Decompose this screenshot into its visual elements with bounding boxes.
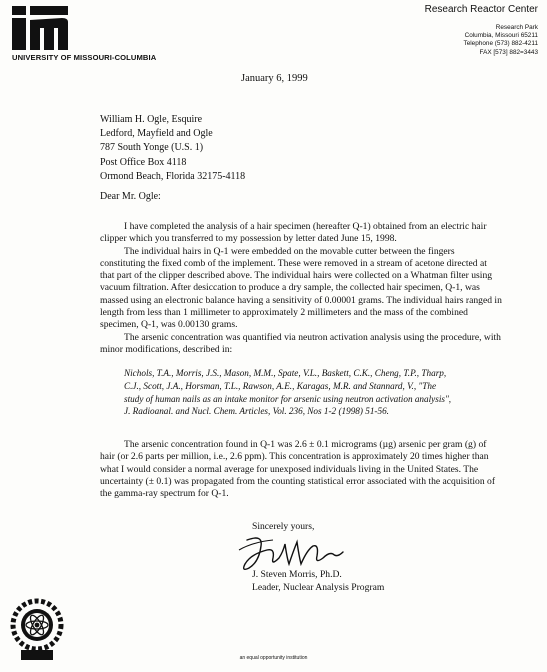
research-center-title: Research Reactor Center — [424, 4, 538, 15]
address-line: Columbia, Missouri 65211 — [464, 32, 538, 40]
letter-date: January 6, 1999 — [241, 73, 308, 84]
body-paragraph: The arsenic concentration found in Q-1 was 2.6 ± 0.1 micrograms (µg) arsenic per gram (g) of hair (or 2.6 parts per million, i.e., 2.6 ppm). This concentration is approximately 20 times higher than what I would consider a normal average for unexposed individuals living in the United States. The uncertainty (± 0.1) was propagated from the counting statistical error associated with the acquisition of the gamma-ray spectrum for Q-1. — [100, 439, 496, 500]
letter-body — [100, 221, 502, 356]
signer-block — [252, 568, 384, 594]
address-line: Research Park — [495, 24, 538, 31]
letter-body-final — [100, 439, 502, 500]
salutation: Dear Mr. Ogle: — [100, 191, 161, 202]
recipient-line: Ledford, Mayfield and Ogle — [100, 128, 213, 140]
recipient-line: Ormond Beach, Florida 32175-4118 — [100, 170, 246, 182]
university-logo — [12, 6, 72, 50]
address-line: Telephone (573) 882-4211 — [463, 40, 538, 48]
closing: Sincerely yours, — [252, 521, 315, 532]
reference-line: Nichols, T.A., Morris, J.S., Mason, M.M., Spate, V.L., Baskett, C.K., Cheng, T.P., Tharp, — [124, 368, 447, 378]
reference-line: J. Radioanal. and Nucl. Chem. Articles, Vol. 236, Nos 1-2 (1998) 51-56. — [124, 406, 389, 417]
recipient-line: Post Office Box 4118 — [100, 156, 187, 168]
recipient-line: William H. Ogle, Esquire — [100, 114, 203, 125]
reference-line: study of human nails as an intake monitor for arsenic using neutron activation analysis", — [124, 393, 452, 404]
footer-tagline: an equal opportunity institution — [239, 655, 308, 661]
reference-line: C.J., Scott, J.A., Horsman, T.L., Rawson, A.E., Karagas, M.R. and Stannard, V., "The — [124, 380, 437, 391]
university-name: UNIVERSITY OF MISSOURI-COLUMBIA — [12, 53, 157, 62]
recipient-line: 787 South Yonge (U.S. 1) — [100, 142, 204, 154]
signer-title: Leader, Nuclear Analysis Program — [252, 582, 385, 593]
body-paragraph: The arsenic concentration was quantified via neutron activation analysis using the procedure, with minor modifications, described in: — [100, 331, 501, 355]
body-paragraph: I have completed the analysis of a hair specimen (hereafter Q-1) obtained from an electric hair clipper which you transferred to my possession by letter dated June 15, 1998. — [100, 221, 487, 245]
signer-name: J. Steven Morris, Ph.D. — [252, 569, 342, 580]
recipient-block — [100, 113, 245, 184]
citation-reference — [124, 367, 509, 418]
address-line: FAX [573] 882=3443 — [479, 48, 538, 56]
body-paragraph: The individual hairs in Q-1 were embedded on the movable cutter between the fingers constituting the fixed comb of the implement. These were removed in a stream of acetone directed at that part of the clipper described above. The individual hairs were collected on a Whatman filter using vacuum filtration. After desiccation to produce a dry sample, the collected hair specimen, Q-1, was massed using an electronic balance having a sensitivity of 0.00001 grams. The individual hairs ranged in length from less than 1 millimeter to approximately 2 millimeters and the mass of the combined specimen, Q-1, was 0.00130 grams. — [100, 245, 502, 331]
center-address — [388, 24, 538, 57]
